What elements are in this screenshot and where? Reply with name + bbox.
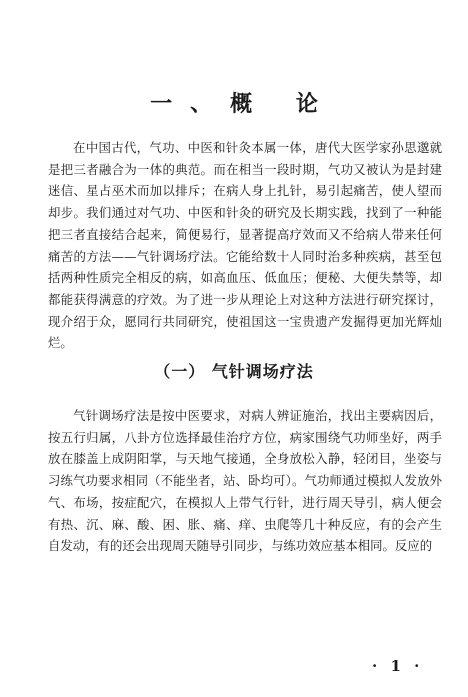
chapter-title: 一、概 论 <box>150 91 336 117</box>
intro-paragraph: 在中国古代，气功、中医和针灸本属一体，唐代大医学家孙思邈就是把三者融合为一体的典范。而在相当一段时期，气功又被认为是封建迷信、星占巫术而加以排斥；在病人身上扎针，易引起痛苦，使人望而却步。我们通过对气功、中医和针灸的研究及长期实践，找到了一种能把三者直接结合起来，简便易行，显著提高疗效而又不给病人带来任何痛苦的方法——气针调场疗法。它能给数十人同时治多种疾病，甚至包括两种性质完全相反的病，如高血压、低血压；便秘、大便失禁等，却都能获得满意的疗效。为了进一步从理论上对这种方法进行研究探讨，现介绍于众，愿同行共同研究，使祖国这一宝贵遗产发掘得更加光辉灿烂。 <box>48 140 442 351</box>
section-title: （一） 气针调场疗法 <box>154 362 314 381</box>
page-number: · 1 · <box>372 657 424 675</box>
section-paragraph: 气针调场疗法是按中医要求，对病人辨证施治，找出主要病因后，按五行归属，八卦方位选择最佳治疗方位，病家围绕气功师坐好，两手放在膝盖上成阴阳掌，与天地气接通，全身放松入静，轻闭目，坐姿与习练气功要求相同（不能坐者，站、卧均可）。气功师通过模拟人发放外气、布场，按症配穴，在模拟人上带气行针，进行周天导引，病人便会有热、沉、麻、酸、困、胀、痛、痒、虫爬等几十种反应，有的会产生自发动，有的还会出现周天随导引同步，与练功效应基本相同。反应的 <box>48 408 442 554</box>
